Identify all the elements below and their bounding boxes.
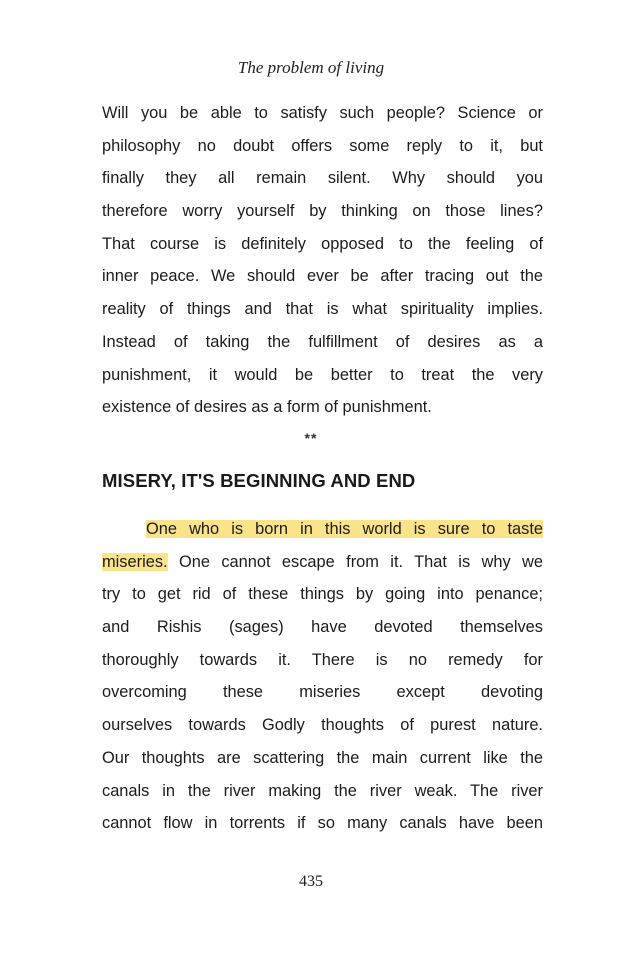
section-heading: MISERY, IT'S BEGINNING AND END (102, 470, 416, 491)
text-line: Instead of taking the fulfillment of desires as a (102, 332, 543, 351)
text-line: Our thoughts are scattering the main current like the (102, 748, 543, 767)
text-line: finally they all remain silent. Why should you (102, 169, 543, 188)
text-line: cannot flow in torrents if so many canals have been (102, 814, 543, 833)
text-line: reality of things and that is what spirituality implies. (102, 300, 543, 319)
highlighted-text: miseries. (102, 552, 168, 571)
text-line (102, 546, 543, 579)
text-line: punishment, it would be better to treat the very (102, 365, 543, 384)
text-line-highlighted (102, 513, 543, 546)
text-line: thoroughly towards it. There is no remedy for (102, 650, 543, 669)
text-line: overcoming these miseries except devoting (102, 683, 543, 702)
page-number: 435 (299, 873, 323, 890)
paragraph-2 (102, 513, 543, 840)
text-line: and Rishis (sages) have devoted themselves (102, 618, 543, 637)
text-line: canals in the river making the river weak. The river (102, 781, 543, 800)
text-line: ourselves towards Godly thoughts of purest nature. (102, 716, 543, 735)
section-divider: ** (304, 430, 318, 446)
text-line: inner peace. We should ever be after tracing out the (102, 267, 543, 286)
paragraph-1 (102, 97, 543, 424)
text-line: therefore worry yourself by thinking on those lines? (102, 202, 543, 221)
text-line: That course is definitely opposed to the feeling of (102, 234, 543, 253)
text-line: philosophy no doubt offers some reply to it, but (102, 136, 543, 155)
text-segment: One cannot escape from it. That is why we (167, 552, 543, 571)
text-line: Will you be able to satisfy such people? Science or (102, 104, 543, 122)
text-line: try to get rid of these things by going into penance; (102, 585, 543, 604)
highlighted-text: One who is born in this world is sure to taste (146, 520, 543, 538)
text-line: existence of desires as a form of punishment. (102, 398, 432, 417)
running-header-title: The problem of living (237, 58, 385, 77)
